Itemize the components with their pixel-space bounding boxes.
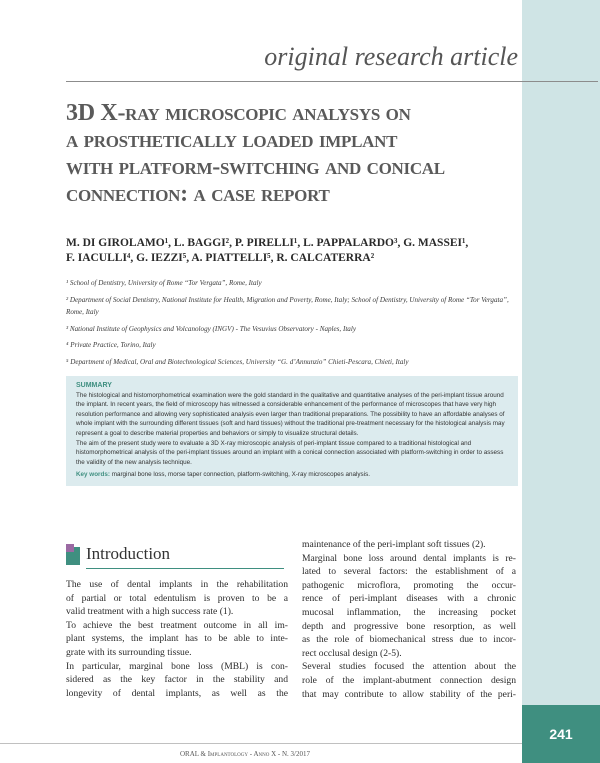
keywords-text: marginal bone loss, morse taper connection, platform-switching, X-ray microscopes analysis. — [111, 471, 370, 479]
body-line: valid treatment with a high success rate (1). — [66, 606, 234, 618]
title-line: 3D X-ray microscopic analysys on — [66, 100, 411, 126]
body-line: maintenance of the peri-implant soft tissues (2). — [302, 539, 486, 550]
introduction-title: Introduction — [86, 544, 171, 563]
affiliation-item: ¹ School of Dentistry, University of Rome “Tor Vergata”, Rome, Italy — [66, 279, 262, 287]
body-line: of partial or total edentulism is proven to be a — [66, 592, 288, 604]
body-line: longevity of dental implants, as well as the — [66, 687, 288, 699]
introduction-heading — [66, 544, 286, 568]
title-line: with platform-switching and conical — [66, 154, 445, 180]
affiliation-item: ² Department of Social Dentistry, National Institute for Health, Migration and Poverty, Rome, Italy; School of Dentistry, University of Rome “Tor Vergata”, Rome, Italy — [66, 295, 509, 317]
body-line: mucosal inflammation, the increasing pocket — [302, 606, 516, 618]
affiliation-list — [66, 277, 518, 373]
heading-underline — [86, 568, 284, 569]
article-title — [66, 100, 516, 208]
body-line: plant systems, the implant has to be able to inte- — [66, 633, 288, 645]
body-line: To achieve the best treatment outcome in all im- — [66, 619, 288, 631]
author-list — [66, 236, 516, 266]
body-line: as the role of biomechanical stress due to incor- — [302, 634, 516, 646]
author-line: F. IACULLI⁴, G. IEZZI⁵, A. PIATTELLI⁵, R. CALCATERRA² — [66, 252, 375, 264]
affiliation-item: ⁴ Private Practice, Torino, Italy — [66, 341, 156, 350]
side-bar — [522, 0, 600, 763]
header-rule — [66, 81, 598, 82]
title-line: a prosthetically loaded implant — [66, 127, 398, 153]
heading-marker-accent — [66, 544, 74, 552]
section-label: original research article — [264, 42, 518, 71]
body-line: Several studies focused the attention about the — [302, 661, 516, 673]
title-line: connection: a case report — [66, 181, 330, 207]
footer-rule — [0, 743, 522, 744]
body-column-left — [66, 578, 288, 700]
body-line: rect occlusal design (2-5). — [302, 647, 402, 659]
journal-citation: ORAL & Implantology - Anno X - N. 3/2017 — [179, 750, 310, 758]
body-column-right — [302, 538, 516, 701]
body-line: pathogenic microflora, promoting the occur- — [302, 579, 516, 591]
body-line: lated to several factors: the establishment of a — [302, 566, 516, 578]
keywords-label: Key words: — [76, 471, 110, 479]
body-line: The use of dental implants in the rehabilitation — [66, 579, 288, 590]
body-line: grate with its surrounding tissue. — [66, 646, 192, 658]
author-line: M. DI GIROLAMO¹, L. BAGGI², P. PIRELLI¹, L. PAPPALARDO³, G. MASSEI¹, — [66, 237, 469, 249]
body-line: sidered as the key factor in the stability and — [66, 674, 288, 686]
affiliation-item: ⁵ Department of Medical, Oral and Biotechnological Sciences, University “G. d’Annunzio” Chieti-Pescara, Chieti, Italy — [66, 357, 409, 366]
summary-heading: SUMMARY — [76, 382, 112, 389]
summary-box — [66, 376, 518, 486]
keywords-line — [76, 470, 508, 480]
body-line: that may contribute to allow stability of the peri- — [302, 688, 516, 700]
affiliation-item: ³ National Institute of Geophysics and Volcanology (INGV) - The Vesuvius Observatory - Naples, Italy — [66, 324, 356, 333]
page-number: 241 — [522, 705, 600, 763]
body-line: depth and progressive bone resorption, as well — [302, 620, 516, 632]
body-line: rence of peri-implant diseases with a chronic — [302, 593, 516, 605]
summary-paragraph: The histological and histomorphometrical examination were the gold standard in the qualitative and quantitative analyses of the peri-implant tissue around the implant. In recent years, the field of microscopy has witnessed a considerable enhancement of the performance of microscopes that have very high resolution performance and allowing very sophisticated analysis even larger than traditional preparations. The possibility to have an affordable analyses of whole implant with the surrounding different tissues (soft and hard tissues) without the traditional pre-treatment necessary for the histological analysis may represent a goal to describe material properties and behaviors or simply to visualize structural details. — [76, 391, 505, 437]
body-line: role of the implant-abutment connection design — [302, 674, 516, 686]
body-line: Marginal bone loss around dental implants is re- — [302, 552, 516, 564]
summary-paragraph: The aim of the present study were to evaluate a 3D X-ray microscopic analysis of peri-implant tissue compared to a traditional histological and histomorphometrical analysis of the peri-implant tissues around an implant with a conical connection associated with platform-switching in order to assess the validity of the new analysis technique. — [76, 439, 504, 466]
body-line: In particular, marginal bone loss (MBL) is con- — [66, 660, 288, 672]
